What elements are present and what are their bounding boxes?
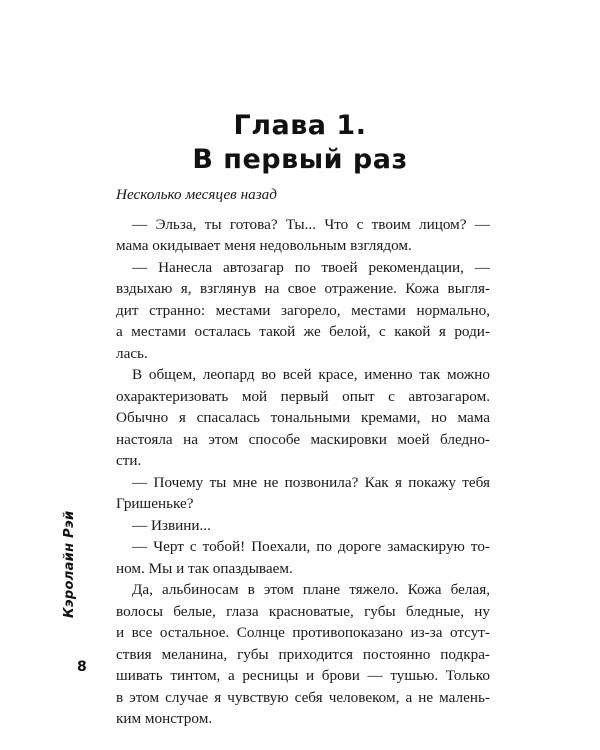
paragraph xyxy=(116,364,490,472)
text-line: и все остальное. Солнце противопоказано из-за отсут- xyxy=(116,624,490,641)
text-line: в этом случае я чувствую себя человеком, а не малень- xyxy=(116,688,490,706)
text-line: охарактеризовать мой первый опыт с автозагаром. xyxy=(116,387,490,405)
running-author: Кэролайн Рэй xyxy=(62,510,77,618)
chapter-title-line1: Глава 1. xyxy=(233,110,367,141)
text-line: волосы белые, глаза красноватые, губы бледные, ну xyxy=(116,602,490,620)
text-line: вздыхаю я, взглянув на свое отражение. Кожа выгля- xyxy=(116,280,490,297)
text-line: ким монстром. xyxy=(116,710,213,727)
paragraph xyxy=(116,257,490,365)
text-line: — Извини... xyxy=(132,516,211,534)
text-line: сти. xyxy=(116,452,142,469)
page-number: 8 xyxy=(77,659,87,675)
text-line: — Нанесла автозагар по твоей рекомендации, — xyxy=(132,258,490,276)
paragraph xyxy=(116,579,490,730)
text-line: В общем, леопард во всей красе, именно так можно xyxy=(132,366,490,383)
paragraph xyxy=(116,536,490,579)
text-line: ном. Мы и так опаздываем. xyxy=(116,559,293,577)
text-line: а местами осталась такой же белой, с какой я роди- xyxy=(116,323,490,340)
text-line: мама окидывает меня недовольным взглядом. xyxy=(116,237,412,254)
text-line: Да, альбиносам в этом плане тяжело. Кожа белая, xyxy=(132,581,490,598)
text-line: лась. xyxy=(116,344,148,362)
text-line: Гришеньке? xyxy=(116,495,194,512)
text-line: шивать тинтом, а ресницы и брови — тушью. Только xyxy=(116,667,490,684)
text-line: — Эльза, ты готова? Ты... Что с твоим лицом? — xyxy=(132,215,490,233)
text-line: — Черт с тобой! Поехали, по дороге замаскирую то- xyxy=(132,538,490,555)
text-line: настояла на этом способе маскировки моей бледно- xyxy=(116,430,490,448)
paragraph xyxy=(116,472,490,515)
paragraph xyxy=(116,214,490,257)
chapter-title-line2: В первый раз xyxy=(192,144,408,175)
epigraph: Несколько месяцев назад xyxy=(116,186,277,203)
text-line: — Почему ты мне не позвонила? Как я покажу тебя xyxy=(132,473,490,491)
text-line: ствия меланина, губы приходится постоянно подкра- xyxy=(116,645,490,663)
chapter-body xyxy=(116,184,490,730)
text-line: Обычно я спасалась тональными кремами, но мама xyxy=(116,409,490,426)
paragraph xyxy=(116,515,490,537)
text-line: дит странно: местами загорело, местами нормально, xyxy=(116,301,490,319)
